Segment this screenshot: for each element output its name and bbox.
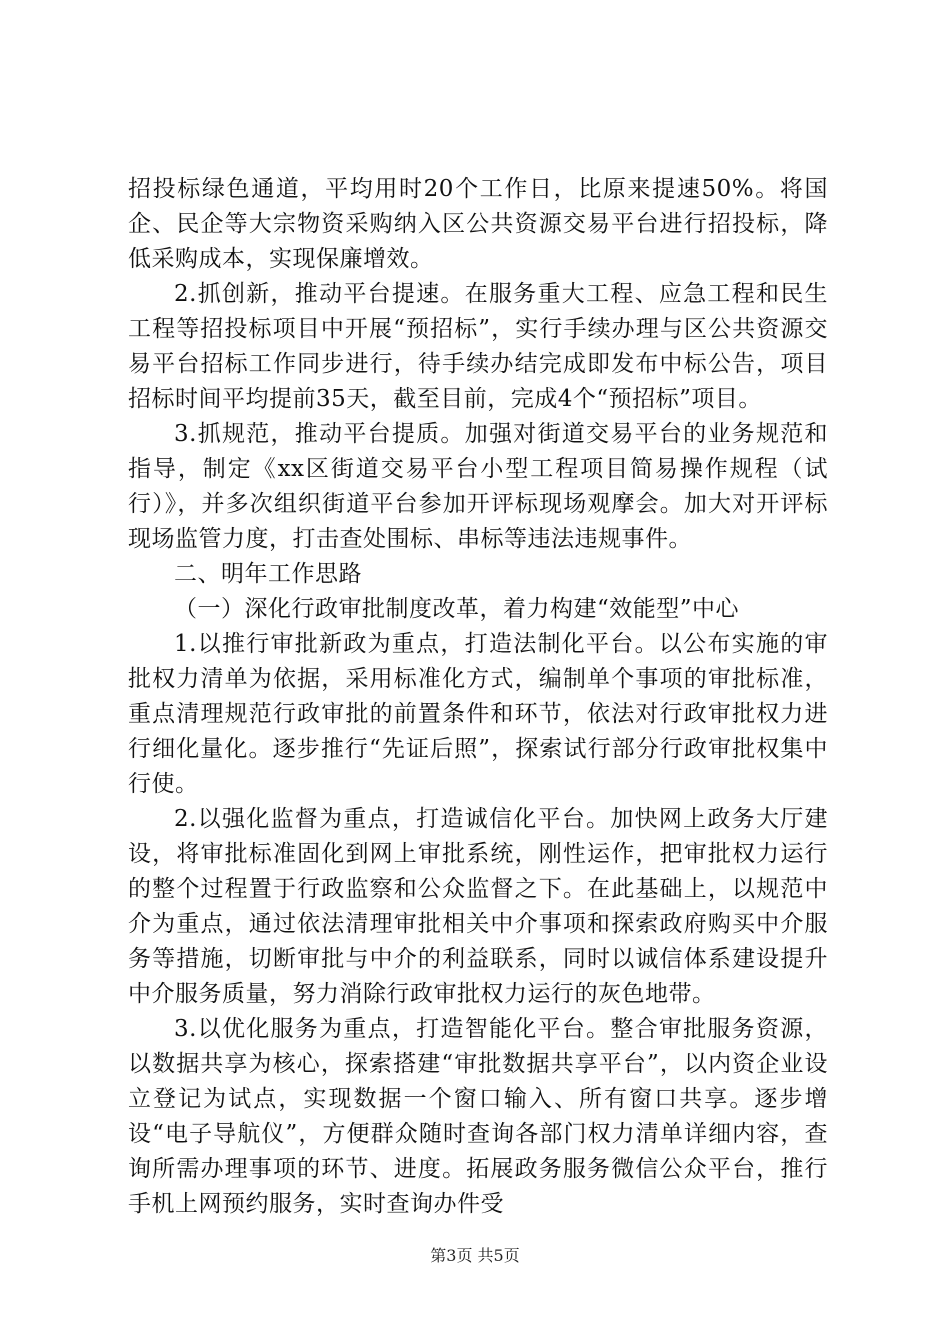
document-body xyxy=(128,172,828,1222)
section-heading-next-year: 二、明年工作思路 xyxy=(174,561,362,587)
paragraph-continuation: 招投标绿色通道，平均用时20个工作日，比原来提速50%。将国企、民企等大宗物资采购纳入区公共资源交易平台进行招投标，降低采购成本，实现保廉增效。 xyxy=(128,176,828,272)
paragraph-item-2-integrity-platform: 2.以强化监督为重点，打造诚信化平台。加快网上政务大厅建设，将审批标准固化到网上审批系统，刚性运作，把审批权力运行的整个过程置于行政监察和公众监督之下。在此基础上，以规范中介为重点，通过依法清理审批相关中介事项和探索政府购买中介服务等措施，切断审批与中介的利益联系，同时以诚信体系建设提升中介服务质量，努力消除行政审批权力运行的灰色地带。 xyxy=(128,806,828,1007)
page-footer: 第3页 共5页 xyxy=(430,1246,520,1265)
paragraph-item-1-legal-platform: 1.以推行审批新政为重点，打造法制化平台。以公布实施的审批权力清单为依据，采用标准化方式，编制单个事项的审批标准，重点清理规范行政审批的前置条件和环节，依法对行政审批权力进行细化量化。逐步推行“先证后照”，探索试行部分行政审批权集中行使。 xyxy=(128,631,828,797)
subsection-heading-reform: （一）深化行政审批制度改革，着力构建“效能型”中心 xyxy=(174,596,740,622)
paragraph-item-3-standardization: 3.抓规范，推动平台提质。加强对街道交易平台的业务规范和指导，制定《xx区街道交易平台小型工程项目简易操作规程（试行）》，并多次组织街道平台参加开评标现场观摩会。加大对开评标现场监管力度，打击查处围标、串标等违法违规事件。 xyxy=(128,421,828,552)
paragraph-item-2-innovation: 2.抓创新，推动平台提速。在服务重大工程、应急工程和民生工程等招投标项目中开展“预招标”，实行手续办理与区公共资源交易平台招标工作同步进行，待手续办结完成即发布中标公告，项目招标时间平均提前35天，截至目前，完成4个“预招标”项目。 xyxy=(128,281,828,412)
paragraph-item-3-smart-platform: 3.以优化服务为重点，打造智能化平台。整合审批服务资源，以数据共享为核心，探索搭建“审批数据共享平台”，以内资企业设立登记为试点，实现数据一个窗口输入、所有窗口共享。逐步增设“电子导航仪”，方便群众随时查询各部门权力清单详细内容，查询所需办理事项的环节、进度。拓展政务服务微信公众平台，推行手机上网预约服务，实时查询办件受 xyxy=(128,1016,828,1217)
